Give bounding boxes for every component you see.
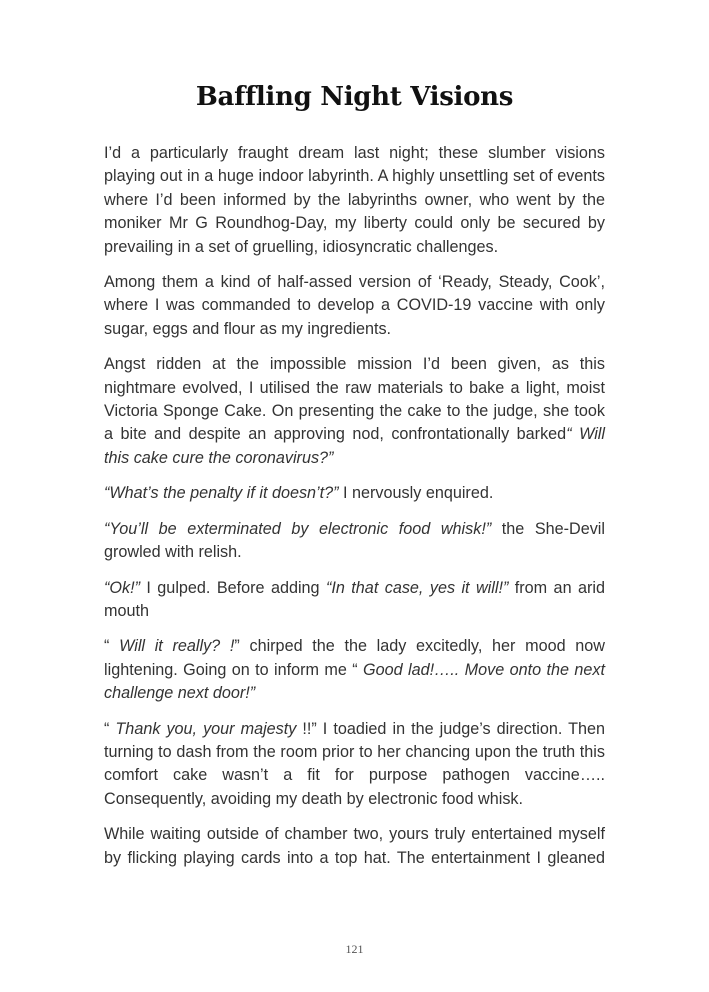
paragraph-6: “Ok!” I gulped. Before adding “In that case, yes it will!” from an arid mouth bbox=[104, 578, 605, 620]
paragraph-8: “ Thank you, your majesty !!” I toadied in the judge’s direction. Then turning to dash from the room prior to her chancing upon the truth this comfort cake wasn’t a fit for purpose pathogen vaccine….. Consequently, avoiding my death by electronic food whisk. bbox=[104, 719, 605, 808]
paragraph-2: Among them a kind of half-assed version of ‘Ready, Steady, Cook’, where I was commanded to develop a COVID-19 vaccine with only sugar, eggs and flour as my ingredients. bbox=[104, 273, 605, 338]
italic-quote: “ Will this cake cure the coronavirus?” bbox=[104, 425, 605, 467]
italic-quote: “Ok!” bbox=[104, 578, 140, 597]
italic-quote: Thank you, your majesty bbox=[115, 719, 297, 738]
chapter-body bbox=[104, 142, 605, 882]
paragraph-4: “What’s the penalty if it doesn’t?” I nervously enquired. bbox=[104, 484, 494, 503]
italic-quote: “You’ll be exterminated by electronic food whisk!” bbox=[104, 519, 492, 538]
paragraph-7: “ Will it really? !” chirped the the lady excitedly, her mood now lightening. Going on to inform me “ Good lad!….. Move onto the next challenge next door!” bbox=[104, 637, 605, 703]
italic-quote: “In that case, yes it will!” bbox=[326, 578, 509, 597]
page-number: 121 bbox=[345, 942, 364, 956]
paragraph-1: I’d a particularly fraught dream last night; these slumber visions playing out in a huge indoor labyrinth. A highly unsettling set of events where I’d been informed by the labyrinths owner, who went by the moniker Mr G Roundhog-Day, my liberty could only be secured by prevailing in a set of gruelling, idiosyncratic challenges. bbox=[104, 144, 605, 256]
italic-quote: Will it really? ! bbox=[119, 637, 235, 656]
paragraph-9: While waiting outside of chamber two, yours truly entertained myself by flicking playing cards into a top hat. The entertainment I gleaned bbox=[104, 825, 605, 867]
italic-quote: “What’s the penalty if it doesn’t?” bbox=[104, 484, 339, 503]
italic-quote: Good lad!….. Move onto the next challenge next door!” bbox=[104, 660, 605, 703]
chapter-title: Baffling Night Visions bbox=[195, 82, 514, 112]
paragraph-5: “You’ll be exterminated by electronic food whisk!” the She-Devil growled with relish. bbox=[104, 519, 605, 562]
paragraph-3: Angst ridden at the impossible mission I’d been given, as this nightmare evolved, I utilised the raw materials to bake a light, moist Victoria Sponge Cake. On presenting the cake to the judge, she took a bite and despite an approving nod, confrontationally barked“ Will this cake cure the coronavirus?” bbox=[104, 355, 605, 467]
